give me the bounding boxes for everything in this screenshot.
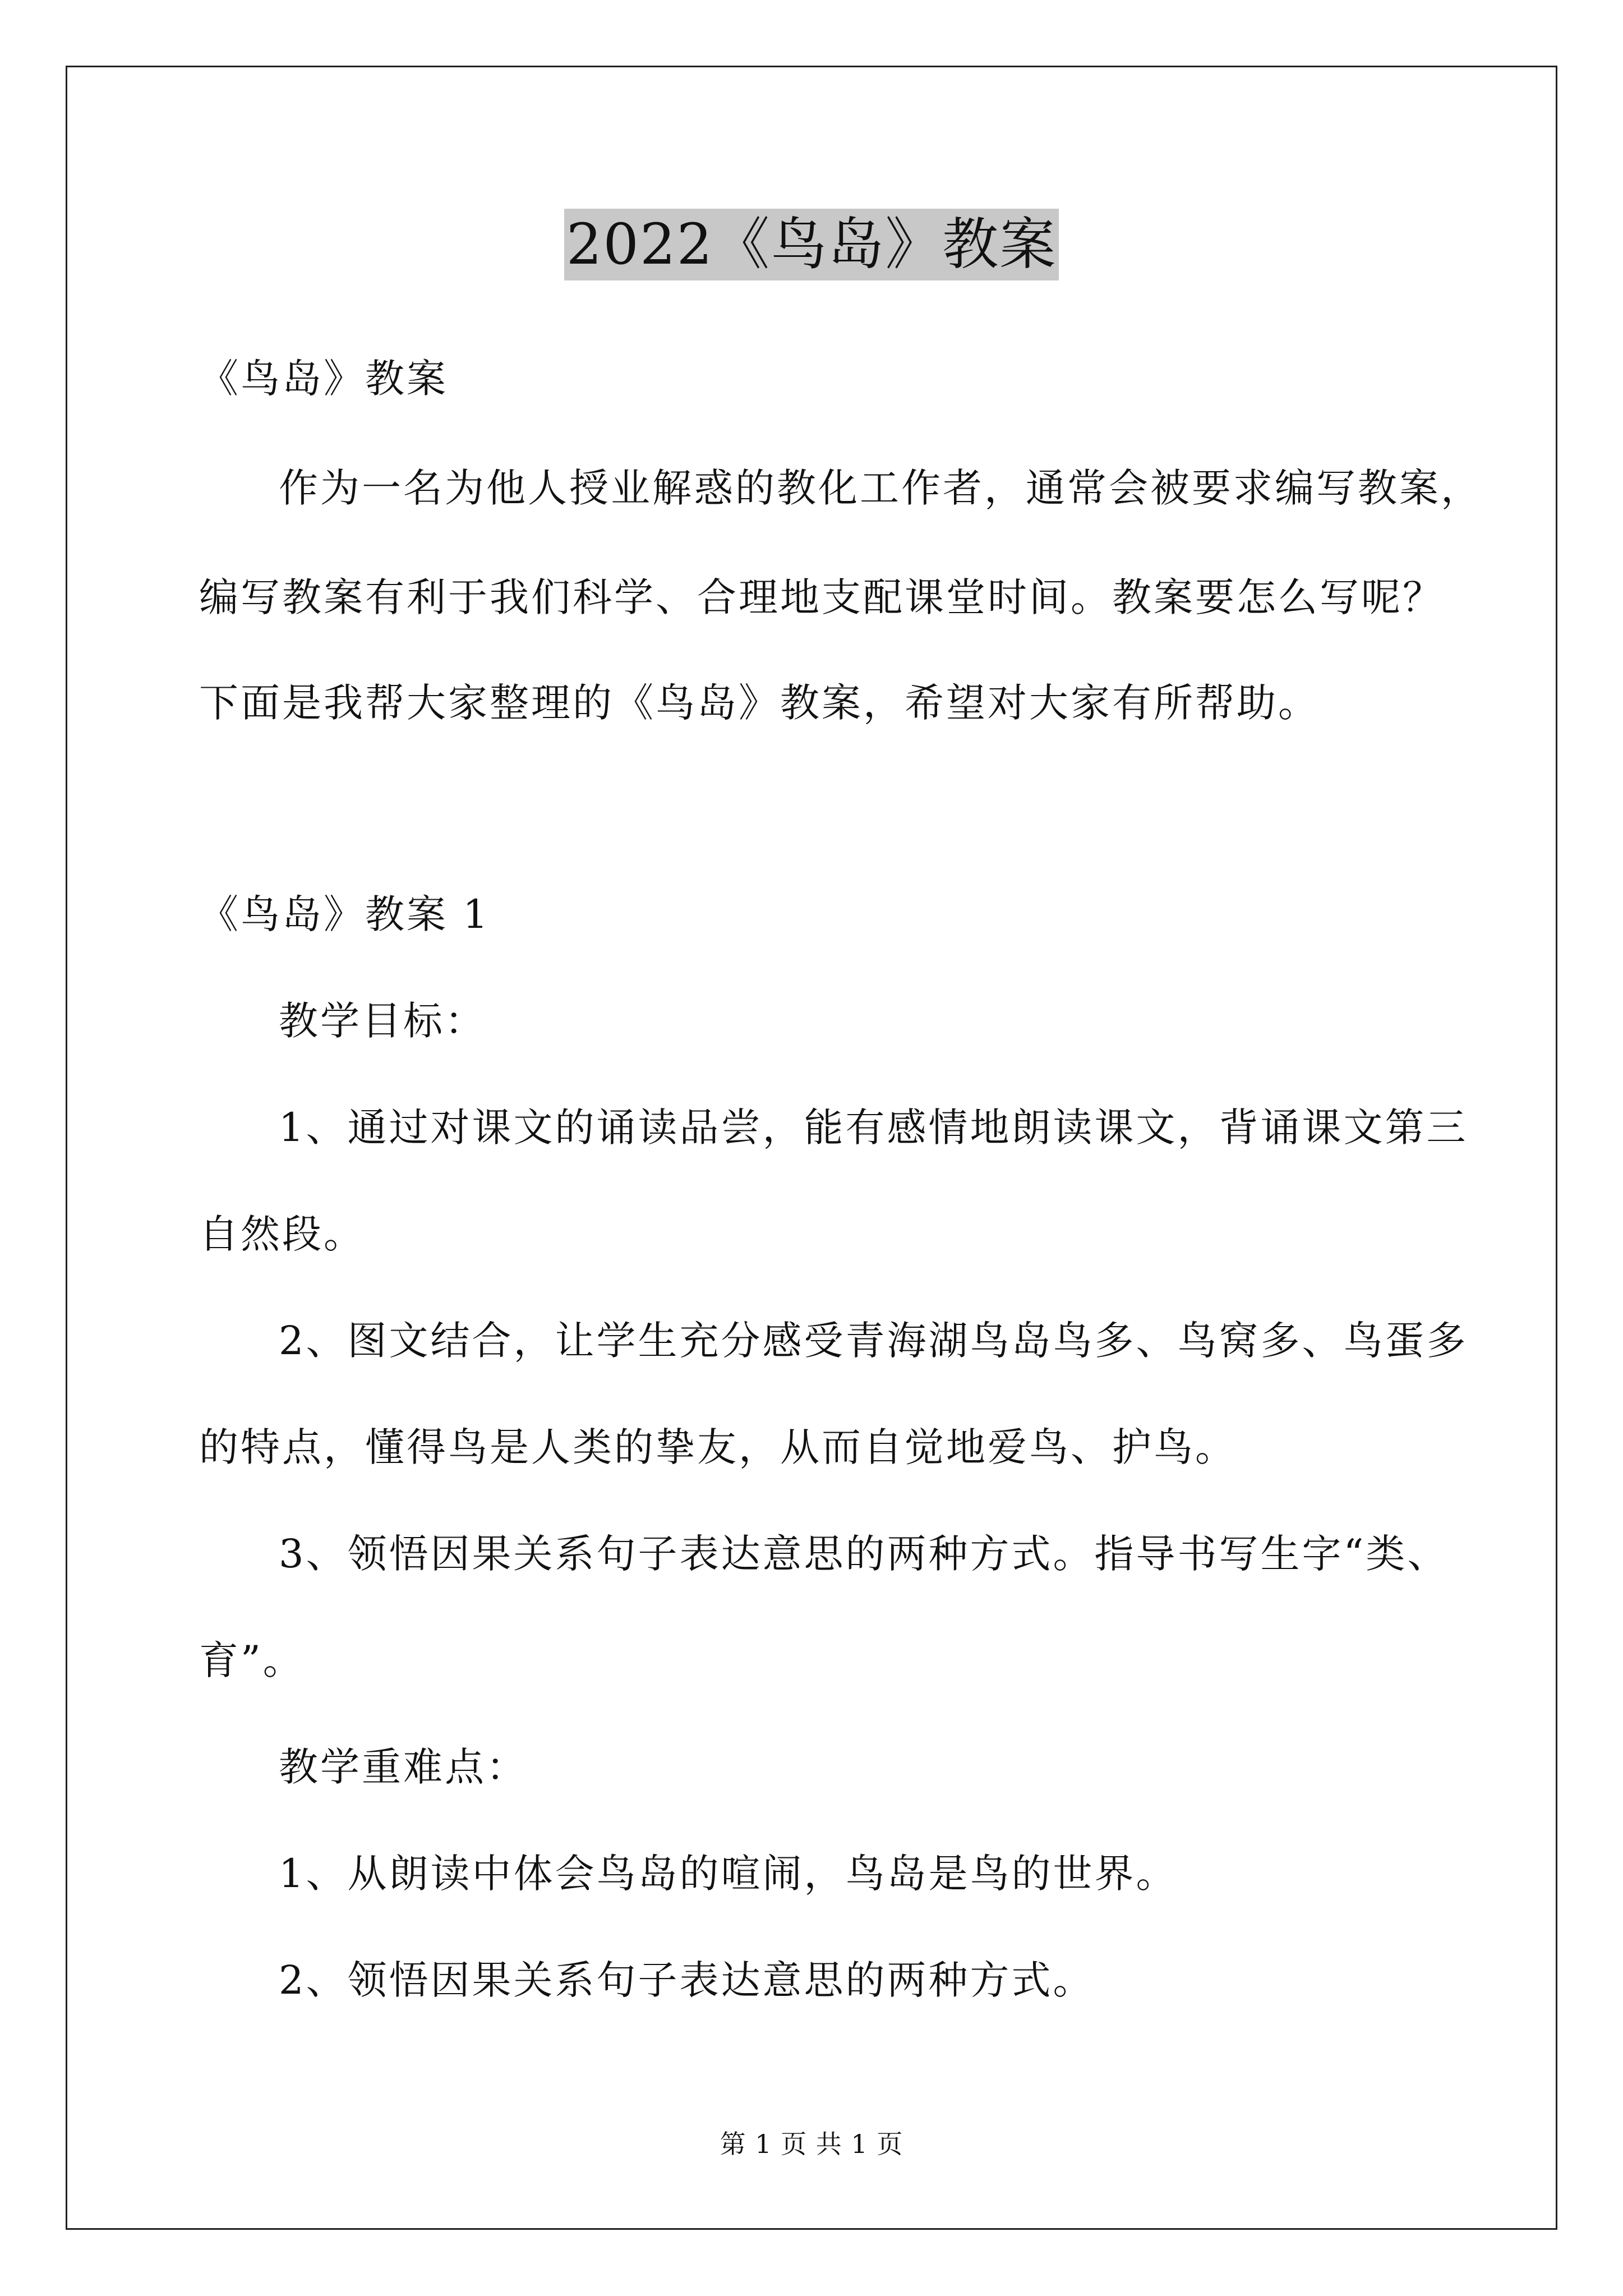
intro-line-3: 下面是我帮大家整理的《鸟岛》教案，希望对大家有所帮助。 xyxy=(199,680,1320,726)
page-footer: 第 1 页 共 1 页 xyxy=(720,2129,903,2159)
difficulty-1: 1、从朗读中体会鸟岛的喧闹，鸟岛是鸟的世界。 xyxy=(279,1851,1178,1897)
difficulty-2: 2、领悟因果关系句子表达意思的两种方式。 xyxy=(279,1957,1095,2003)
difficulty-heading: 教学重难点： xyxy=(279,1744,528,1790)
document-title: 2022《鸟岛》教案 xyxy=(564,209,1059,280)
intro-line-1: 作为一名为他人授业解惑的教化工作者，通常会被要求编写教案， xyxy=(279,465,1482,511)
section-title: 《鸟岛》教案 1 xyxy=(199,891,490,937)
subtitle: 《鸟岛》教案 xyxy=(199,356,448,402)
goal-1-line-2: 自然段。 xyxy=(199,1211,365,1257)
title-container xyxy=(0,209,1623,280)
goals-heading: 教学目标： xyxy=(279,998,486,1044)
intro-line-2: 编写教案有利于我们科学、合理地支配课堂时间。教案要怎么写呢？ xyxy=(199,574,1444,620)
goal-3-line-2: 育”。 xyxy=(199,1637,305,1683)
goal-2-line-2: 的特点，懂得鸟是人类的挚友，从而自觉地爱鸟、护鸟。 xyxy=(199,1424,1237,1470)
goal-1-line-1: 1、通过对课文的诵读品尝，能有感情地朗读课文，背诵课文第三 xyxy=(279,1105,1468,1151)
goal-3-line-1: 3、领悟因果关系句子表达意思的两种方式。指导书写生字“类、 xyxy=(279,1531,1449,1577)
goal-2-line-1: 2、图文结合，让学生充分感受青海湖鸟岛鸟多、鸟窝多、鸟蛋多 xyxy=(279,1318,1468,1364)
